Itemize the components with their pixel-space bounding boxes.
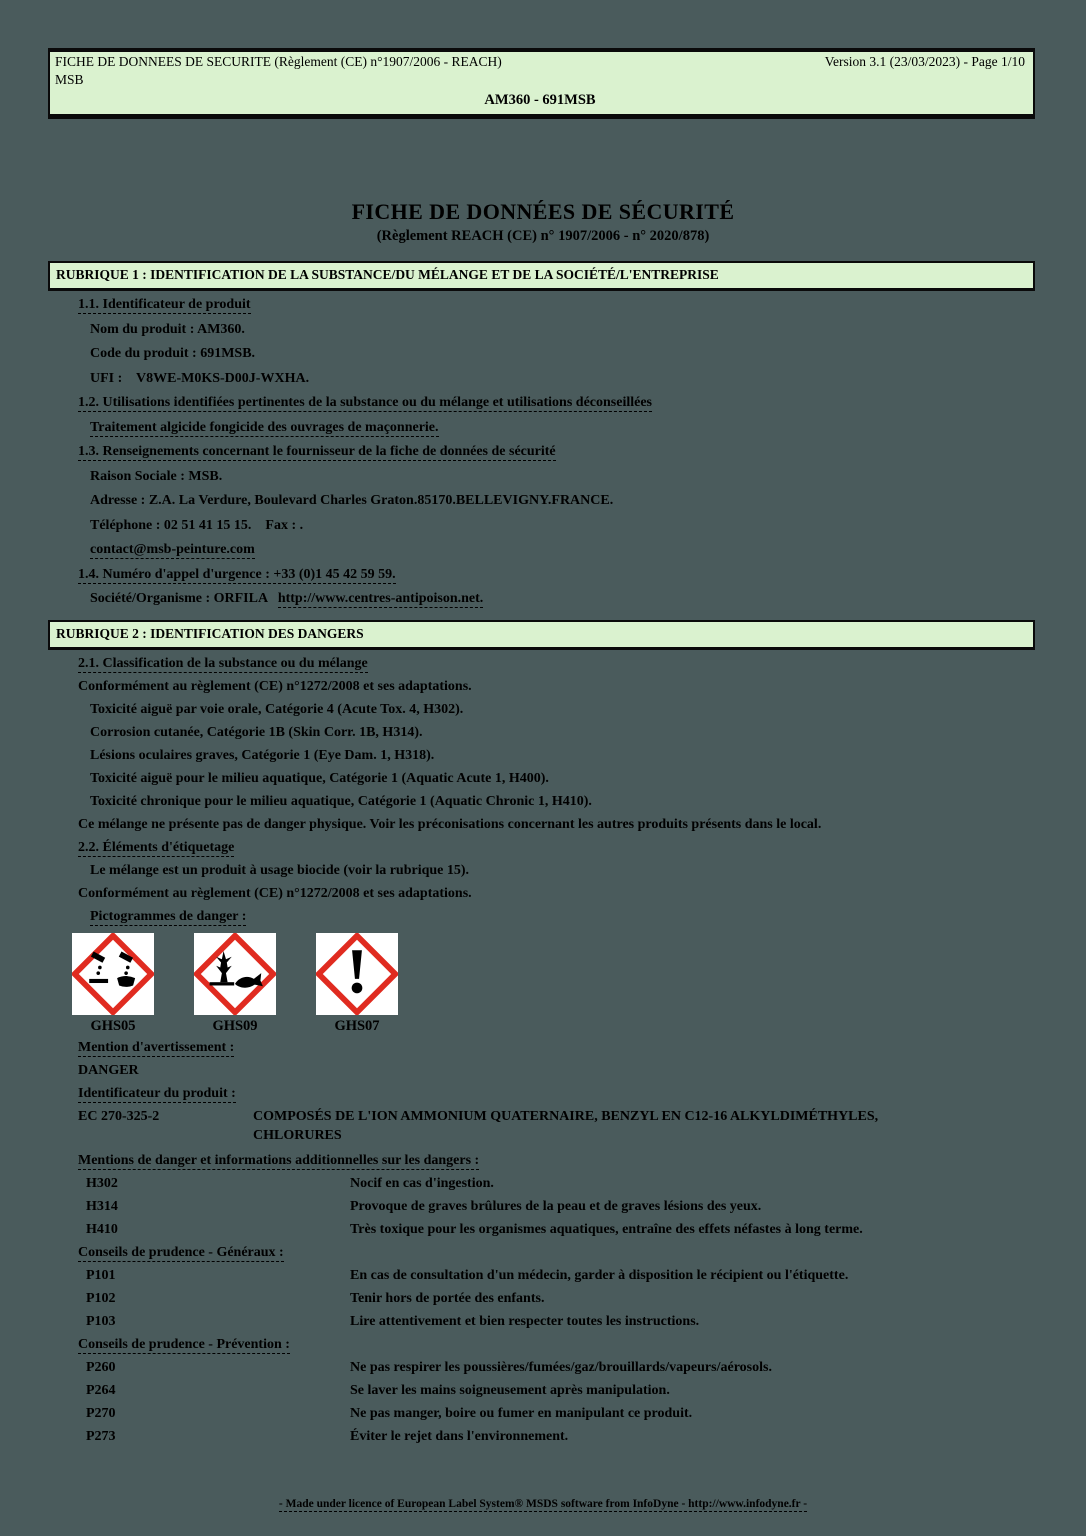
product-identifier-label: Identificateur du produit :	[78, 1086, 236, 1101]
identified-use: Traitement algicide fongicide des ouvrages de maçonnerie.	[90, 419, 439, 435]
header-product-reference: AM360 - 691MSB	[484, 92, 596, 108]
substance-name: COMPOSÉS DE L'ION AMMONIUM QUATERNAIRE, BENZYL EN C12-16 ALKYLDIMÉTHYLES, CHLORURES	[253, 1109, 879, 1143]
s13-title: 1.3. Renseignements concernant le fournisseur de la fiche de données de sécurité	[78, 444, 556, 459]
pictogram-code: GHS09	[212, 1018, 258, 1034]
section2-heading: RUBRIQUE 2 : IDENTIFICATION DES DANGERS	[48, 620, 1035, 650]
precaution-row: P273 Éviter le rejet dans l'environnement.	[86, 1429, 569, 1444]
organisation-label: Société/Organisme : ORFILA	[90, 591, 278, 606]
classification-item: Toxicité chronique pour le milieu aquatique, Catégorie 1 (Aquatic Chronic 1, H410).	[90, 794, 592, 809]
s21-title: 2.1. Classification de la substance ou du mélange	[78, 656, 368, 671]
section1-heading: RUBRIQUE 1 : IDENTIFICATION DE LA SUBSTANCE/DU MÉLANGE ET DE LA SOCIÉTÉ/L'ENTREPRISE	[48, 261, 1035, 291]
precaution-row: P102 Tenir hors de portée des enfants.	[86, 1291, 545, 1306]
s21-conformity: Conformément au règlement (CE) n°1272/2008 et ses adaptations.	[78, 679, 472, 694]
classification-item: Lésions oculaires graves, Catégorie 1 (Eye Dam. 1, H318).	[90, 748, 435, 763]
pictogram-ghs07	[316, 933, 398, 1035]
product-code: Code du produit : 691MSB.	[90, 346, 256, 361]
hazard-statements-label: Mentions de danger et informations additionnelles sur les dangers :	[78, 1153, 480, 1168]
warning-word-value: DANGER	[78, 1063, 139, 1078]
antipoison-url-link[interactable]: http://www.centres-antipoison.net.	[277, 591, 484, 606]
biocide-note: Le mélange est un produit à usage biocide (voir la rubrique 15).	[90, 863, 470, 878]
pictogram-ghs09	[194, 933, 276, 1035]
s22-title: 2.2. Éléments d'étiquetage	[78, 840, 235, 855]
warning-word-label: Mention d'avertissement :	[78, 1040, 235, 1055]
product-name: Nom du produit : AM360.	[90, 321, 245, 337]
precaution-row: P270 Ne pas manger, boire ou fumer en manipulant ce produit.	[86, 1406, 693, 1421]
precaution-row: P101 En cas de consultation d'un médecin, garder à disposition le récipient ou l'étiquette.	[86, 1268, 849, 1283]
ghs07-exclamation-icon	[316, 933, 398, 1015]
page-footer: - Made under licence of European Label System® MSDS software from InfoDyne - http://www.infodyne.fr -	[278, 1498, 808, 1510]
precaution-row: P264 Se laver les mains soigneusement après manipulation.	[86, 1383, 670, 1398]
physical-hazard-note: Ce mélange ne présente pas de danger physique. Voir les préconisations concernant les autres produits présents dans le local.	[78, 817, 822, 832]
company-email-link[interactable]: contact@msb-peinture.com	[90, 542, 255, 557]
s14-title: 1.4. Numéro d'appel d'urgence : +33 (0)1 45 42 59 59.	[78, 566, 396, 582]
section1-body	[0, 291, 1086, 606]
precaution-row: P103 Lire attentivement et bien respecter toutes les instructions.	[86, 1314, 700, 1329]
document-title: FICHE DE DONNÉES DE SÉCURITÉ	[351, 199, 735, 224]
classification-item: Corrosion cutanée, Catégorie 1B (Skin Corr. 1B, H314).	[90, 725, 423, 740]
pictograms-label: Pictogrammes de danger :	[90, 909, 247, 924]
pictogram-ghs05	[72, 933, 154, 1035]
classification-item: Toxicité aiguë pour le milieu aquatique, Catégorie 1 (Aquatic Acute 1, H400).	[90, 771, 549, 786]
ghs09-environment-icon	[194, 933, 276, 1015]
ufi-code: UFI : V8WE-M0KS-D00J-WXHA.	[90, 370, 310, 386]
product-identifier-row	[78, 1110, 1046, 1145]
s22-conformity: Conformément au règlement (CE) n°1272/2008 et ses adaptations.	[78, 886, 472, 901]
company-name: Raison Sociale : MSB.	[90, 468, 223, 484]
hazard-statement-row: H314 Provoque de graves brûlures de la peau et de graves lésions des yeux.	[86, 1199, 762, 1214]
pictogram-code: GHS05	[90, 1018, 136, 1034]
ghs05-corrosion-icon	[72, 933, 154, 1015]
document-subtitle: (Règlement REACH (CE) n° 1907/2006 - n° 2020/878)	[376, 228, 710, 244]
precaution-general-label: Conseils de prudence - Généraux :	[78, 1245, 284, 1260]
hazard-statement-row: H410 Très toxique pour les organismes aquatiques, entraîne des effets néfastes à long terme.	[86, 1222, 863, 1237]
precaution-prevention-label: Conseils de prudence - Prévention :	[78, 1337, 290, 1352]
company-address: Adresse : Z.A. La Verdure, Boulevard Charles Graton.85170.BELLEVIGNY.FRANCE.	[90, 493, 614, 508]
classification-item: Toxicité aiguë par voie orale, Catégorie 4 (Acute Tox. 4, H302).	[90, 702, 464, 717]
header-title: FICHE DE DONNEES DE SECURITE (Règlement (CE) n°1907/2006 - REACH)	[55, 54, 502, 69]
header-company: MSB	[55, 72, 84, 87]
precaution-row: P260 Ne pas respirer les poussières/fumées/gaz/brouillards/vapeurs/aérosols.	[86, 1360, 772, 1375]
s12-title: 1.2. Utilisations identifiées pertinentes de la substance ou du mélange et utilisations déconseillées	[78, 395, 652, 410]
company-phone: Téléphone : 02 51 41 15 15. Fax : .	[90, 517, 304, 533]
emergency-organisation	[78, 592, 1046, 606]
hazard-statement-row: H302 Nocif en cas d'ingestion.	[86, 1176, 494, 1191]
hazard-pictograms	[72, 933, 1046, 1035]
pictogram-code: GHS07	[334, 1018, 380, 1034]
header-version-page: Version 3.1 (23/03/2023) - Page 1/10	[824, 54, 1025, 69]
section2-body	[0, 650, 1086, 1444]
document-header-band	[48, 48, 1035, 119]
s11-title: 1.1. Identificateur de produit	[78, 297, 251, 312]
ec-number: EC 270-325-2	[78, 1109, 160, 1124]
